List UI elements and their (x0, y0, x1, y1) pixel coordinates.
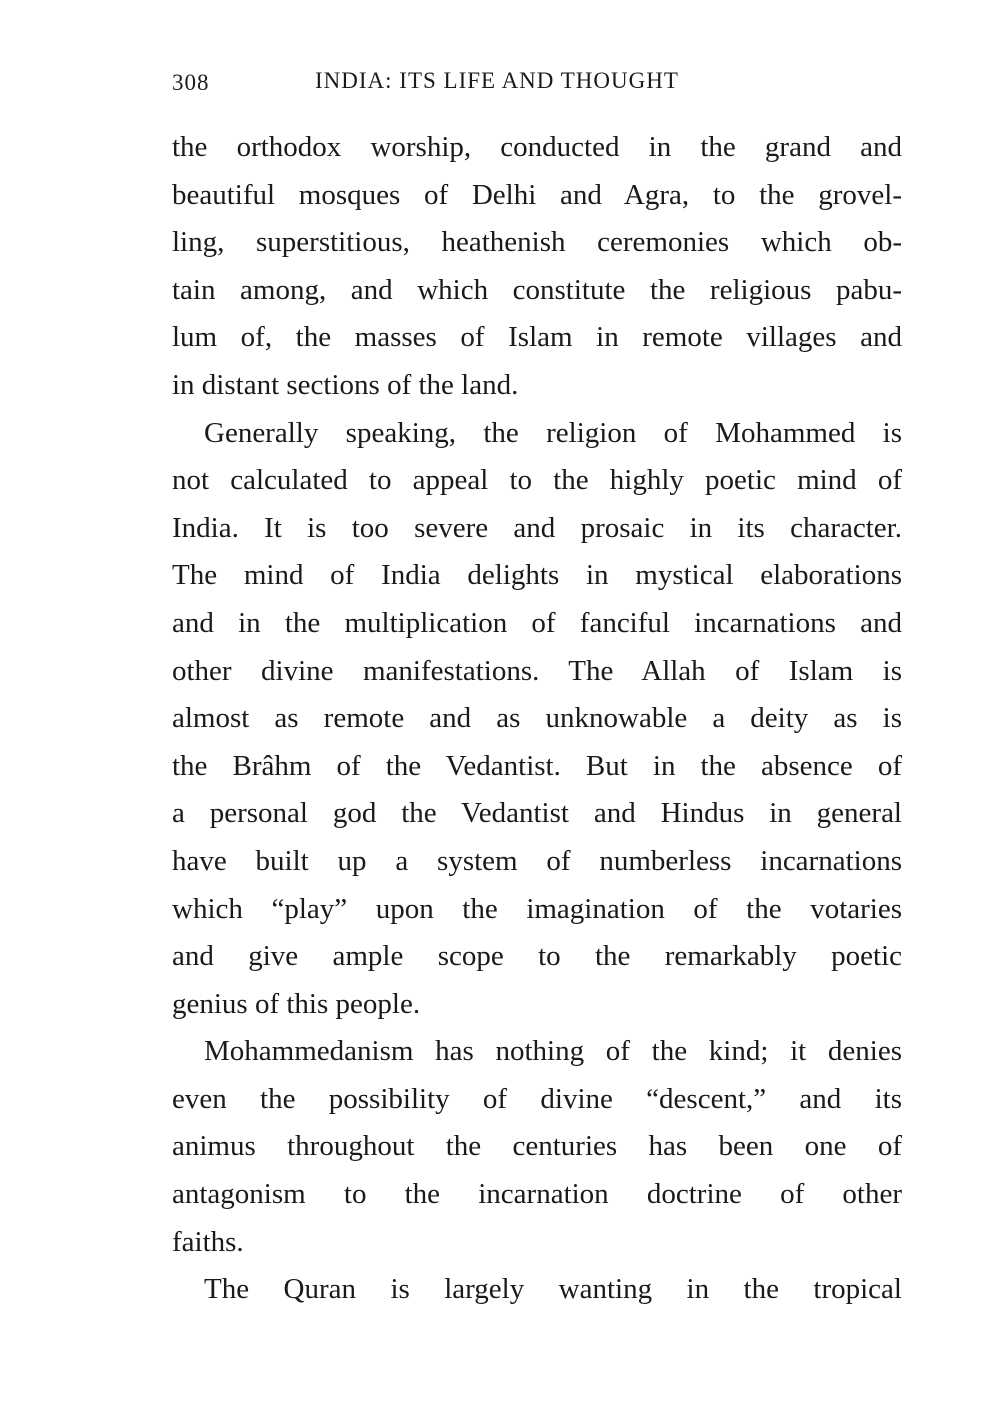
text-line: almost as remote and as unknowable a deity as is (172, 702, 902, 735)
body-text (172, 124, 902, 1314)
text-line: The Quran is largely wanting in the tropical (204, 1273, 902, 1306)
page-number: 308 (172, 70, 210, 95)
text-line: have built up a system of numberless incarnations (172, 844, 902, 877)
running-title: INDIA: ITS LIFE AND THOUGHT (315, 68, 679, 93)
text-line: beautiful mosques of Delhi and Agra, to the grovel- (172, 178, 902, 211)
text-line: animus throughout the centuries has been one of (172, 1130, 902, 1163)
text-line: ling, superstitious, heathenish ceremonies which ob- (172, 226, 902, 259)
page-header (172, 64, 900, 104)
text-line: tain among, and which constitute the religious pabu- (172, 273, 902, 306)
text-line: India. It is too severe and prosaic in its character. (172, 511, 902, 544)
text-line: and give ample scope to the remarkably poetic (172, 940, 902, 973)
text-line: other divine manifestations. The Allah of Islam is (172, 654, 902, 687)
text-line: the Brâhm of the Vedantist. But in the absence of (172, 749, 902, 782)
text-line: The mind of India delights in mystical elaborations (172, 559, 902, 592)
paragraph (172, 1266, 902, 1314)
text-line: in distant sections of the land. (172, 368, 519, 401)
text-line: antagonism to the incarnation doctrine of other (172, 1178, 902, 1211)
paragraph (172, 410, 902, 1029)
text-line: the orthodox worship, conducted in the grand and (172, 131, 902, 163)
text-line: Mohammedanism has nothing of the kind; it denies (204, 1035, 902, 1068)
paragraph (172, 124, 902, 410)
text-line: genius of this people. (172, 987, 421, 1020)
text-line: even the possibility of divine “descent,” and its (172, 1082, 902, 1115)
text-line: which “play” upon the imagination of the votaries (172, 892, 902, 925)
text-line: and in the multiplication of fanciful incarnations and (172, 606, 902, 639)
text-line: Generally speaking, the religion of Mohammed is (204, 416, 902, 449)
text-line: not calculated to appeal to the highly poetic mind of (172, 464, 902, 497)
paragraph (172, 1028, 902, 1266)
text-line: lum of, the masses of Islam in remote villages and (172, 321, 902, 354)
text-line: faiths. (172, 1225, 244, 1258)
text-line: a personal god the Vedantist and Hindus in general (172, 797, 902, 830)
